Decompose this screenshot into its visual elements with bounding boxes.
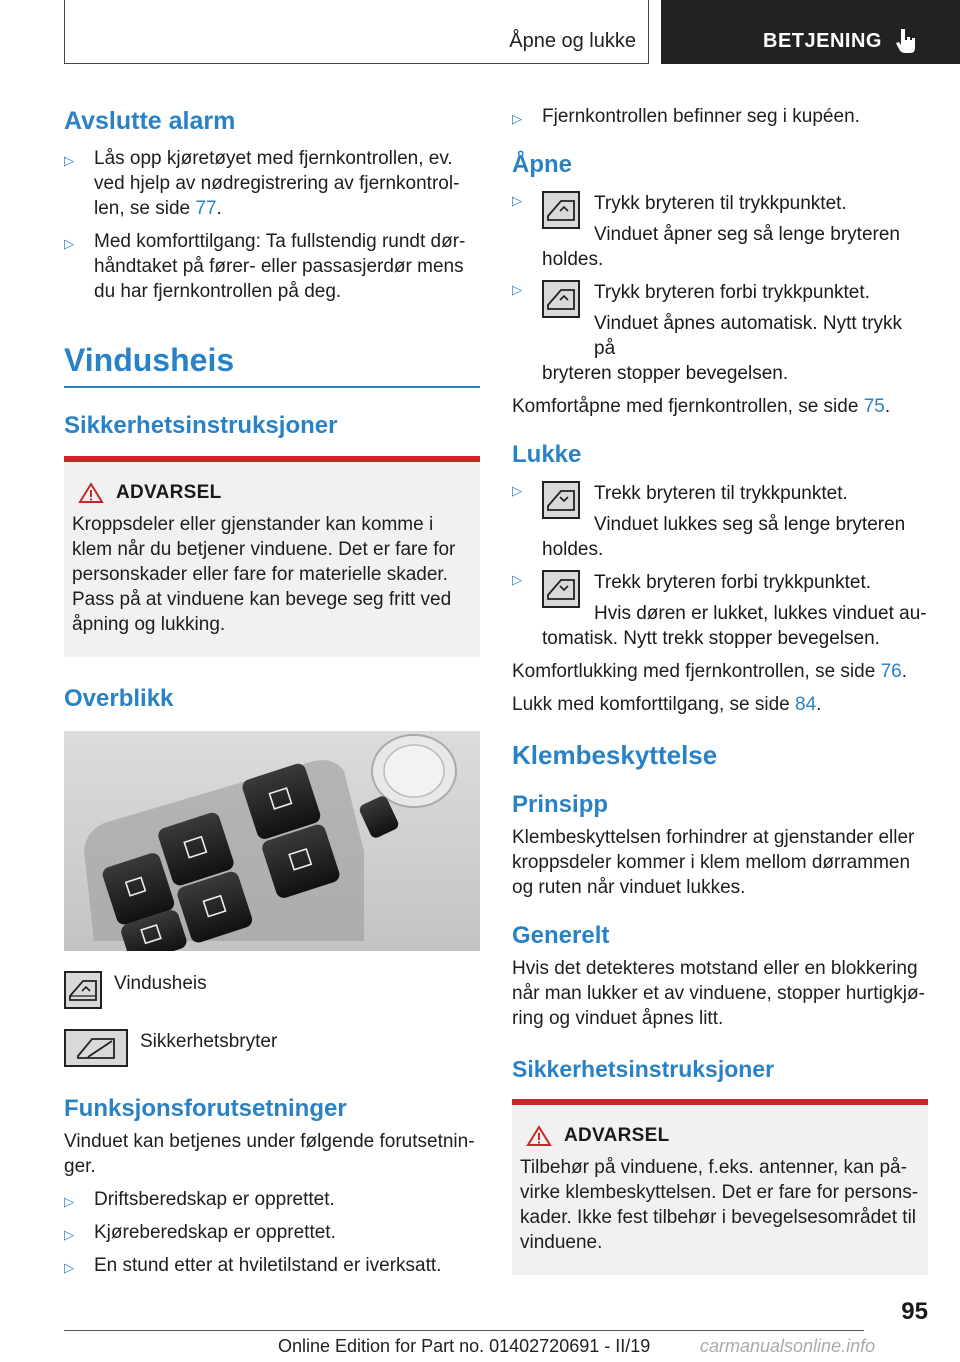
page-link[interactable]: 76: [880, 661, 902, 682]
heading-prinsipp: Prinsipp: [512, 791, 609, 818]
heading-klembeskyttelse: Klembeskyttelse: [512, 740, 718, 770]
heading-overblikk: Overblikk: [64, 684, 174, 712]
triangle-bullet-icon: ▷: [64, 153, 74, 168]
note-komfortapne: Komfortåpne med fjernkontrollen, se side 75.: [512, 396, 891, 417]
footer-edition: Online Edition for Part no. 01402720691 - II/19: [278, 1336, 651, 1356]
list-item: ▷ Trykk bryteren forbi trykkpunktet. Vinduet åpnes automatisk. Nytt trykk på bryteren stopper bevegelsen.: [512, 282, 903, 384]
heading-vindusheis: Vindusheis: [64, 342, 235, 378]
window-switch-icon: [64, 971, 102, 1009]
heading-sikkerhetsinstruksjoner: Sikkerhetsinstruksjoner: [64, 411, 338, 439]
warning-box: [64, 456, 480, 657]
warning-label: ADVARSEL: [116, 481, 222, 503]
heading-funksjonsforutsetninger: Funksjonsforutsetninger: [64, 1094, 347, 1122]
list-item: ▷ Fjernkontrollen befinner seg i kupéen.: [512, 104, 928, 129]
footer-watermark: carmanualsonline.info: [700, 1336, 876, 1356]
heading-apne: Åpne: [512, 151, 572, 178]
generelt-text: Hvis det detekteres motstand eller en blokkering når man lukker et av vinduene, stopper hurtigkjø- ring og vinduet åpnes litt.: [512, 958, 925, 1029]
triangle-bullet-icon: ▷: [64, 236, 74, 251]
window-switch-icon: [542, 191, 580, 229]
triangle-bullet-icon: ▷: [512, 282, 522, 297]
window-switch-icon: [542, 280, 580, 318]
triangle-bullet-icon: ▷: [512, 111, 522, 126]
heading-generelt: Generelt: [512, 922, 610, 949]
legend-item: [64, 1029, 480, 1067]
title-rule: [64, 386, 480, 388]
triangle-bullet-icon: ▷: [64, 1193, 74, 1209]
legend-label: Sikkerhetsbryter: [140, 1030, 278, 1052]
warning-text: Kroppsdeler eller gjenstander kan komme i klem når du betjener vinduene. Det er fare for personskader eller fare for materielle skader. Pass på at vinduene kan bevege seg fritt ved åpning og lukking.: [72, 513, 456, 635]
list-item: ▷ Driftsberedskap er opprettet.: [64, 1187, 480, 1212]
heading-avslutte-alarm: Avslutte alarm: [64, 107, 236, 135]
warning-text: Tilbehør på vinduene, f.eks. antenner, kan på- virke klembeskyttelsen. Det er fare for persons- kader. Ikke fest tilbehør i bevegelsesområdet til vinduene.: [520, 1157, 919, 1253]
right-column: [512, 96, 928, 1275]
page-link[interactable]: 77: [195, 198, 217, 219]
triangle-bullet-icon: ▷: [512, 193, 522, 208]
list-item: ▷ Trekk bryteren forbi trykkpunktet. Hvis døren er lukket, lukkes vinduet au- tomatisk. Nytt trekk stopper bevegelsen.: [512, 572, 927, 649]
safety-switch-icon: [64, 1029, 128, 1067]
triangle-bullet-icon: ▷: [64, 1259, 74, 1275]
hand-pointer-icon: [892, 26, 922, 56]
footer-rule: [64, 1330, 864, 1331]
legend-label: Vindusheis: [114, 972, 207, 994]
list-item: ▷ Trykk bryteren til trykkpunktet. Vinduet åpner seg så lenge bryteren holdes.: [512, 193, 900, 270]
window-switch-photo: [64, 731, 480, 951]
heading-sikkerhetsinstruksjoner-2: Sikkerhetsinstruksjoner: [512, 1056, 775, 1082]
page-link[interactable]: 84: [795, 694, 817, 715]
header-section-title: Åpne og lukke: [509, 30, 636, 52]
header-section-box: [64, 0, 649, 64]
note-komfortlukking: Komfortlukking med fjernkontrollen, se side 76.: [512, 661, 907, 682]
list-item: ▷ Med komforttilgang: Ta fullstendig rundt dør- håndtaket på fører- eller passasjerdør mens du har fjernkontrollen på deg.: [64, 231, 466, 302]
warning-triangle-icon: [78, 482, 104, 504]
header-chapter-title: BETJENING: [763, 30, 882, 52]
heading-lukke: Lukke: [512, 441, 582, 468]
window-switch-icon: [542, 570, 580, 608]
warning-triangle-icon: [526, 1125, 552, 1147]
list-item: ▷ En stund etter at hviletilstand er iverksatt.: [64, 1253, 480, 1278]
warning-label: ADVARSEL: [564, 1125, 670, 1146]
window-switch-icon: [542, 481, 580, 519]
triangle-bullet-icon: ▷: [64, 1226, 74, 1242]
triangle-bullet-icon: ▷: [512, 483, 522, 498]
list-item: ▷ Lås opp kjøretøyet med fjernkontrollen, ev. ved hjelp av nødregistrering av fjernkontrol- len, se side 77.: [64, 148, 460, 219]
list-item: ▷ Kjøreberedskap er opprettet.: [64, 1220, 480, 1245]
funksjon-intro: Vinduet kan betjenes under følgende forutsetnin- ger.: [64, 1130, 475, 1177]
legend-item: [64, 971, 480, 1009]
note-komforttilgang: Lukk med komforttilgang, se side 84.: [512, 694, 822, 715]
triangle-bullet-icon: ▷: [512, 572, 522, 587]
prinsipp-text: Klembeskyttelsen forhindrer at gjenstander eller kroppsdeler kommer i klem mellom dørrammen og ruten når vinduet lukkes.: [512, 827, 915, 898]
warning-box: [512, 1099, 928, 1275]
page-number: 95: [901, 1298, 928, 1325]
left-column: [64, 96, 480, 1278]
page-link[interactable]: 75: [863, 396, 885, 417]
list-item: ▷ Trekk bryteren til trykkpunktet. Vinduet lukkes seg så lenge bryteren holdes.: [512, 483, 906, 560]
